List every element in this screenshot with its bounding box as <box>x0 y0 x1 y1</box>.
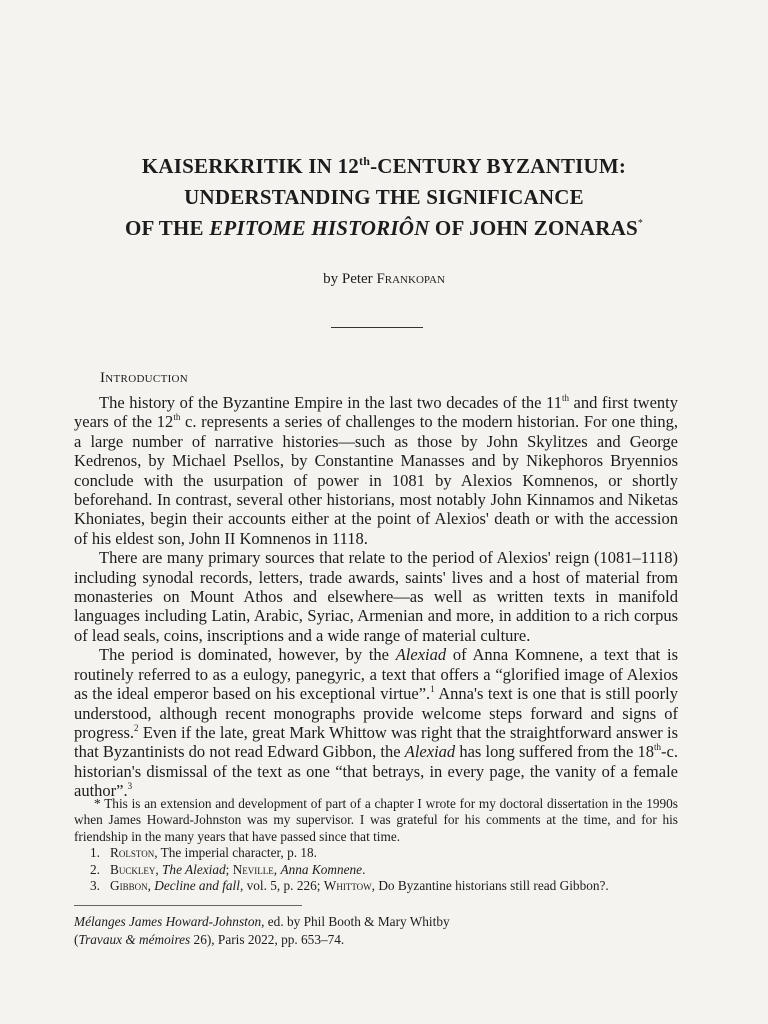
byline: by Peter Frankopan <box>323 271 445 287</box>
footnote-ref-2[interactable]: 2 <box>134 722 139 733</box>
footnote-star: * This is an extension and development of part of a chapter I wrote for my doctoral dissertation in the 1990s when James Howard-Johnston was my supervisor. I was grateful for his comments at the time, and for his friendship in the many years that have passed since that time. <box>74 796 678 844</box>
footnote-2: 2. Buckley, The Alexiad; Neville, Anna Komnene. <box>90 861 366 877</box>
footnote-3: 3. Gibbon, Decline and fall, vol. 5, p. 226; Whittow, Do Byzantine historians still read Gibbon?. <box>90 878 609 894</box>
title-line-2: UNDERSTANDING THE SIGNIFICANCE <box>184 185 584 209</box>
paragraph-3: The period is dominated, however, by the Alexiad of Anna Komnene, a text that is routinely referred to as a eulogy, panegyric, a text that offers a “glorified image of Alexios as the ideal emperor based on his exceptional virtue”.$^1$ Anna's text is one that is still poorly understood, although recent monographs provide welcome steps forward and signs of progress.$^2$ Even if the late, great Mark Whittow was right that the straightforward answer is that Byzantinists do not read Edward Gibbon, the Alexiad has long suffered from the 18th-c. historian's dismissal of the text as one “that betrays, in every page, the vanity of a female author”.$^3$ <box>74 645 678 801</box>
source-line-1: Mélanges James Howard-Johnston, ed. by Phil Booth & Mary Whitby <box>74 914 450 929</box>
paragraph-2: There are many primary sources that relate to the period of Alexios' reign (1081–1118) including synodal records, letters, trade awards, saints' lives and a host of material from monasteries on Mount Athos and elsewhere—as well as written texts in manifold languages including Latin, Arabic, Syriac, Armenian and more, in addition to a rich corpus of lead seals, coins, inscriptions and a wide range of material culture. <box>74 548 678 645</box>
body-text <box>74 393 678 801</box>
paragraph-1: The history of the Byzantine Empire in the last two decades of the 11th and first twenty years of the 12th c. represents a series of challenges to the modern historian. For one thing, a large number of narrative histories—such as those by John Skylitzes and George Kedrenos, by Michael Psellos, by Constantine Manasses and by Nikephoros Bryennios conclude with the usurpation of power in 1081 by Alexios Komnenos, or shortly beforehand. In contrast, several other historians, most notably John Kinnamos and Niketas Khoniates, begin their accounts either at the point of Alexios' death or with the accession of his eldest son, John II Komnenos in 1118. <box>74 393 679 548</box>
title-footnote-mark: * <box>637 218 644 229</box>
source-separator-rule <box>74 905 302 906</box>
author-name: Frankopan <box>376 271 445 287</box>
title-line-3: OF THE EPITOME HISTORIÔN OF JOHN ZONARAS* <box>124 216 644 240</box>
footnote-1: 1. Rolston, The imperial character, p. 18. <box>90 845 317 861</box>
footnote-ref-3[interactable]: 3 <box>127 781 133 792</box>
source-citation <box>74 913 678 949</box>
title-line-1: KAISERKRITIK IN 12th-CENTURY BYZANTIUM: <box>141 154 627 178</box>
footnotes <box>74 796 678 894</box>
section-heading: Introduction <box>100 370 189 386</box>
source-line-2: (Travaux & mémoires 26), Paris 2022, pp. 653–74. <box>74 932 345 947</box>
article-title <box>0 151 768 244</box>
footnote-ref-1[interactable]: 1 <box>430 684 435 695</box>
title-separator-rule <box>331 327 423 328</box>
